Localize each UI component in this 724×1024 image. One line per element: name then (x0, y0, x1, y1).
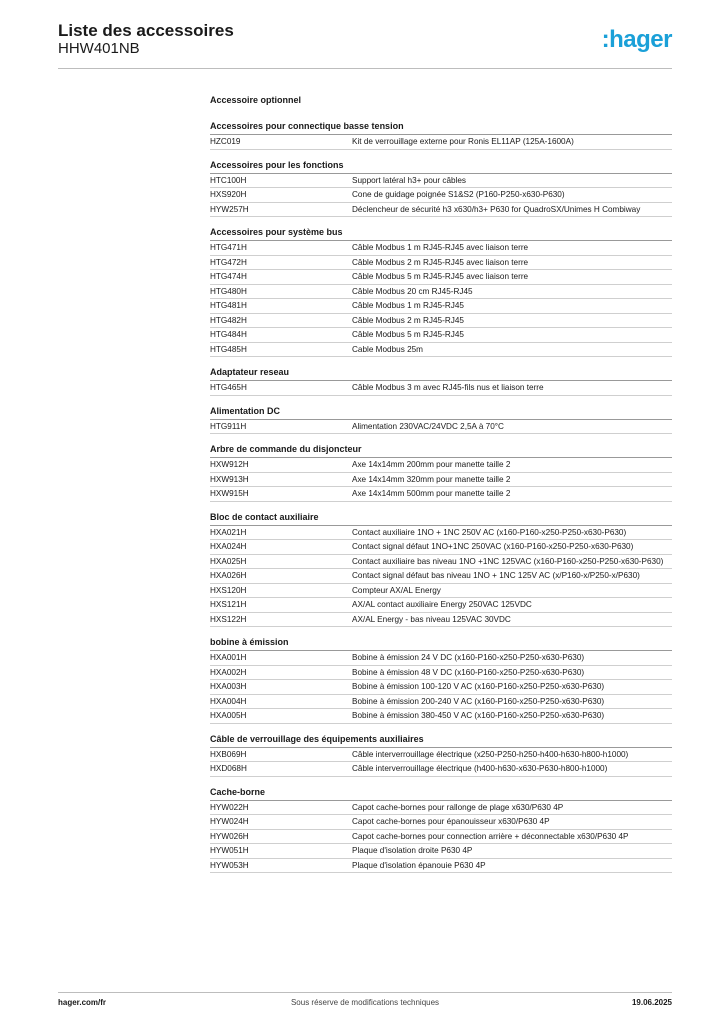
article-description: Déclencheur de sécurité h3 x630/h3+ P630 for QuadroSX/Unimes H Combiway (352, 204, 641, 214)
main-heading: Accessoire optionnel (210, 95, 302, 105)
article-reference: HTC100H (210, 175, 247, 185)
sections-container (210, 120, 672, 873)
table-row (210, 526, 672, 541)
article-reference: HXA005H (210, 711, 247, 721)
article-description: Axe 14x14mm 320mm pour manette taille 2 (352, 474, 511, 484)
article-description: Contact auxiliaire bas niveau 1NO +1NC 125VAC (x160-P160-x250-P250-x630-P630) (352, 556, 664, 566)
table-row (210, 695, 672, 710)
article-description: Bobine à émission 24 V DC (x160-P160-x250-P250-x630-P630) (352, 653, 585, 663)
accessory-section (210, 511, 672, 628)
accessory-section (210, 120, 672, 150)
article-reference: HXA004H (210, 696, 247, 706)
article-description: Cone de guidage poignée S1&S2 (P160-P250-x630-P630) (352, 190, 565, 200)
article-description: Câble Modbus 5 m RJ45-RJ45 avec liaison terre (352, 272, 529, 282)
section-title: Accessoires pour système bus (210, 226, 672, 241)
article-description: Contact signal défaut bas niveau 1NO + 1NC 125V AC (x/P160-x/P250-x/P630) (352, 571, 640, 581)
accessory-section (210, 366, 672, 396)
article-description: Bobine à émission 380-450 V AC (x160-P160-x250-P250-x630-P630) (352, 711, 605, 721)
table-row (210, 598, 672, 613)
table-row (210, 748, 672, 763)
article-description: Bobine à émission 48 V DC (x160-P160-x250-P250-x630-P630) (352, 667, 585, 677)
table-row (210, 314, 672, 329)
table-row (210, 174, 672, 189)
article-reference: HXS120H (210, 585, 247, 595)
section-title: Adaptateur reseau (210, 366, 672, 381)
page-title: Liste des accessoires (58, 21, 234, 40)
article-reference: HYW257H (210, 204, 249, 214)
article-description: Câble interverrouillage électrique (h400-h630-x630-P630-h800-h1000) (352, 764, 608, 774)
article-description: Câble Modbus 20 cm RJ45-RJ45 (352, 286, 473, 296)
article-reference: HXA024H (210, 542, 247, 552)
article-reference: HTG484H (210, 330, 247, 340)
article-reference: HXA025H (210, 556, 247, 566)
article-reference: HXS920H (210, 190, 247, 200)
article-reference: HTG485H (210, 344, 247, 354)
article-description: Plaque d'isolation droite P630 4P (352, 846, 473, 856)
article-description: Support latéral h3+ pour câbles (352, 175, 467, 185)
table-row (210, 762, 672, 777)
table-row (210, 473, 672, 488)
article-reference: HTG480H (210, 286, 247, 296)
article-description: Axe 14x14mm 500mm pour manette taille 2 (352, 489, 511, 499)
article-reference: HYW022H (210, 802, 249, 812)
table-row (210, 135, 672, 150)
section-title: Alimentation DC (210, 405, 672, 420)
table-row (210, 256, 672, 271)
article-reference: HTG911H (210, 421, 247, 431)
article-description: Axe 14x14mm 200mm pour manette taille 2 (352, 460, 511, 470)
accessory-section (210, 636, 672, 724)
footer-website-link[interactable]: hager.com/fr (58, 998, 107, 1007)
table-row (210, 801, 672, 816)
article-description: Alimentation 230VAC/24VDC 2,5A à 70°C (352, 421, 504, 431)
table-row (210, 381, 672, 396)
footer-date: 19.06.2025 (631, 998, 672, 1007)
accessory-section (210, 226, 672, 357)
product-reference: HHW401NB (58, 40, 140, 57)
article-description: Capot cache-bornes pour rallonge de plage x630/P630 4P (352, 802, 564, 812)
article-reference: HXA001H (210, 653, 247, 663)
article-reference: HYW051H (210, 846, 249, 856)
page-footer (58, 992, 672, 1011)
footer-disclaimer: Sous réserve de modifications techniques (290, 998, 440, 1007)
table-row (210, 241, 672, 256)
article-reference: HYW024H (210, 817, 249, 827)
article-description: Cable Modbus 25m (352, 344, 423, 354)
table-row (210, 203, 672, 218)
table-row (210, 555, 672, 570)
article-reference: HTG474H (210, 272, 247, 282)
article-reference: HZC019 (210, 137, 241, 147)
article-description: Câble interverrouillage électrique (x250-P250-h250-h400-h630-h800-h1000) (352, 749, 629, 759)
article-reference: HTG465H (210, 383, 247, 393)
section-title: Accessoires pour connectique basse tension (210, 120, 672, 135)
article-description: Câble Modbus 2 m RJ45-RJ45 (352, 315, 464, 325)
article-description: Câble Modbus 3 m avec RJ45-fils nus et liaison terre (352, 383, 544, 393)
page-header (58, 20, 672, 69)
section-title: Bloc de contact auxiliaire (210, 511, 672, 526)
table-row (210, 569, 672, 584)
table-row (210, 584, 672, 599)
table-row (210, 458, 672, 473)
article-description: Kit de verrouillage externe pour Ronis EL11AP (125A-1600A) (352, 137, 574, 147)
table-row (210, 540, 672, 555)
table-row (210, 680, 672, 695)
article-description: Câble Modbus 1 m RJ45-RJ45 avec liaison terre (352, 243, 529, 253)
article-reference: HYW053H (210, 860, 249, 870)
article-description: Contact auxiliaire 1NO + 1NC 250V AC (x160-P160-x250-P250-x630-P630) (352, 527, 627, 537)
article-description: Bobine à émission 100-120 V AC (x160-P160-x250-P250-x630-P630) (352, 682, 605, 692)
table-row (210, 666, 672, 681)
article-reference: HXW912H (210, 460, 249, 470)
table-row (210, 343, 672, 358)
table-row (210, 420, 672, 435)
article-reference: HXA026H (210, 571, 247, 581)
article-reference: HXB069H (210, 749, 247, 759)
table-row (210, 709, 672, 724)
accessory-section (210, 733, 672, 777)
table-row (210, 328, 672, 343)
table-row (210, 859, 672, 874)
hager-logo: :hager (601, 26, 672, 53)
article-description: AX/AL Energy - bas niveau 125VAC 30VDC (352, 614, 511, 624)
article-description: Capot cache-bornes pour connection arrière + déconnectable x630/P630 4P (352, 831, 629, 841)
article-reference: HTG471H (210, 243, 247, 253)
article-description: Contact signal défaut 1NO+1NC 250VAC (x160-P160-x250-P250-x630-P630) (352, 542, 634, 552)
section-title: Arbre de commande du disjoncteur (210, 443, 672, 458)
table-row (210, 188, 672, 203)
article-reference: HXA003H (210, 682, 247, 692)
table-row (210, 844, 672, 859)
article-description: Câble Modbus 2 m RJ45-RJ45 avec liaison terre (352, 257, 529, 267)
accessories-list (210, 92, 672, 882)
accessory-section (210, 443, 672, 502)
article-reference: HXS121H (210, 600, 247, 610)
accessory-section (210, 405, 672, 435)
table-row (210, 270, 672, 285)
section-title: Cache-borne (210, 786, 672, 801)
article-reference: HTG472H (210, 257, 247, 267)
accessory-section (210, 786, 672, 874)
table-row (210, 815, 672, 830)
table-row (210, 299, 672, 314)
section-title: Accessoires pour les fonctions (210, 159, 672, 174)
table-row (210, 830, 672, 845)
table-row (210, 651, 672, 666)
table-row (210, 487, 672, 502)
article-description: Câble Modbus 5 m RJ45-RJ45 (352, 330, 464, 340)
table-row (210, 285, 672, 300)
article-description: Câble Modbus 1 m RJ45-RJ45 (352, 301, 464, 311)
article-description: Capot cache-bornes pour épanouisseur x630/P630 4P (352, 817, 550, 827)
table-row (210, 613, 672, 628)
article-reference: HYW026H (210, 831, 249, 841)
article-reference: HTG482H (210, 315, 247, 325)
article-reference: HTG481H (210, 301, 247, 311)
article-reference: HXS122H (210, 614, 247, 624)
article-description: AX/AL contact auxiliaire Energy 250VAC 125VDC (352, 600, 532, 610)
section-title: Câble de verrouillage des équipements auxiliaires (210, 733, 672, 748)
accessory-section (210, 159, 672, 218)
article-reference: HXW915H (210, 489, 249, 499)
article-description: Plaque d'isolation épanouie P630 4P (352, 860, 486, 870)
article-description: Compteur AX/AL Energy (352, 585, 441, 595)
article-reference: HXA002H (210, 667, 247, 677)
article-reference: HXA021H (210, 527, 247, 537)
article-reference: HXD068H (210, 764, 247, 774)
section-title: bobine à émission (210, 636, 672, 651)
article-reference: HXW913H (210, 474, 249, 484)
article-description: Bobine à émission 200-240 V AC (x160-P160-x250-P250-x630-P630) (352, 696, 605, 706)
